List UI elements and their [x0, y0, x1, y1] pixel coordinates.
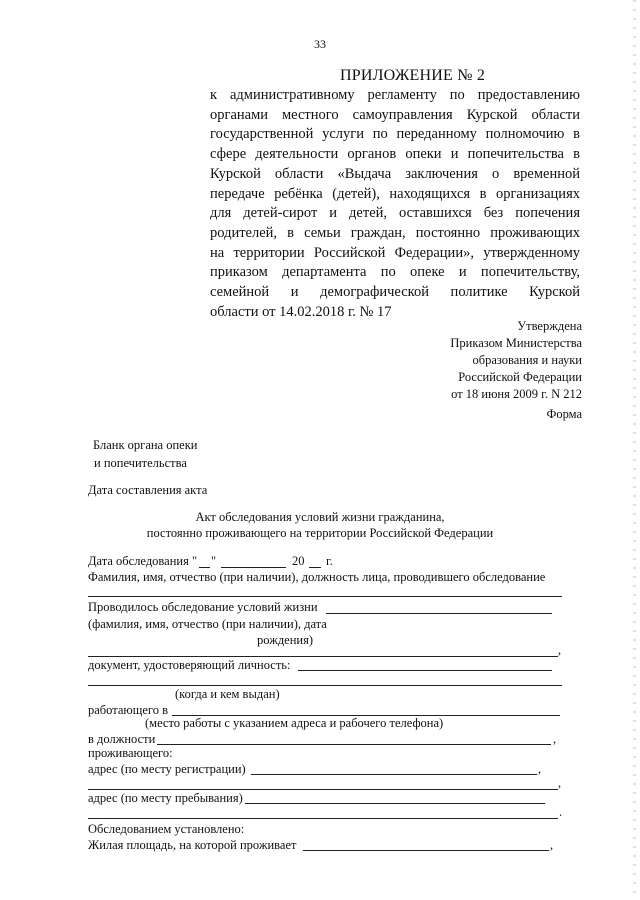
- workplace-hint: (место работы с указанием адреса и рабочего телефона): [145, 716, 444, 730]
- comma: ,: [538, 762, 542, 776]
- appendix-line: Курской области «Выдача заключения о временной: [210, 165, 580, 182]
- comma: ,: [550, 838, 554, 852]
- appendix-line: области от 14.02.2018 г. № 17: [210, 303, 392, 320]
- appendix-line: приказом департамента по опеке и попечительству,: [210, 264, 580, 281]
- registration-address-field[interactable]: [251, 774, 537, 775]
- approval-block: [450, 318, 582, 403]
- appendix-line: к административному регламенту по предоставлению: [210, 87, 580, 103]
- scan-edge-marks: [633, 0, 636, 900]
- survey-month-field[interactable]: [221, 567, 286, 568]
- appendix-line: на территории Российской Федерации», утвержденному: [210, 244, 580, 261]
- appendix-line: государственной услуги по переданному полномочию в: [210, 126, 580, 143]
- registration-address-label: адрес (по месту регистрации): [88, 762, 246, 776]
- stay-address-label: адрес (по месту пребывания): [88, 791, 243, 805]
- appendix-line: органами местного самоуправления Курской области: [210, 106, 580, 123]
- appendix-line: сфере деятельности органов опеки и попечительства в: [210, 146, 580, 163]
- act-title-line-1: Акт обследования условий жизни гражданина,: [195, 510, 445, 524]
- comma: ,: [558, 776, 562, 790]
- id-document-continued-field[interactable]: [88, 685, 562, 686]
- guardianship-stamp-area: [93, 436, 197, 472]
- established-label: Обследованием установлено:: [88, 822, 245, 836]
- act-title: [0, 509, 640, 541]
- stay-address-continued-field[interactable]: [88, 818, 558, 819]
- id-document-label: документ, удостоверяющий личность:: [88, 658, 291, 672]
- approval-line: от 18 июня 2009 г. N 212: [451, 387, 582, 401]
- act-title-line-2: постоянно проживающего на территории Российской Федерации: [146, 526, 494, 540]
- living-space-field[interactable]: [303, 850, 549, 851]
- living-space-label: Жилая площадь, на которой проживает: [88, 838, 297, 852]
- position-label: в должности: [88, 732, 156, 746]
- issued-by-hint: (когда и кем выдан): [175, 687, 280, 701]
- appendix-text: [210, 86, 580, 322]
- fio-dob-hint-1: (фамилия, имя, отчество (при наличии), дата: [88, 617, 327, 631]
- inspector-field[interactable]: [88, 596, 562, 597]
- appendix-title: ПРИЛОЖЕНИЕ № 2: [340, 67, 486, 84]
- survey-day-field[interactable]: [199, 567, 210, 568]
- comma: ,: [558, 643, 562, 657]
- survey-date-label: Дата обследования ": [88, 554, 198, 568]
- id-document-field[interactable]: [298, 670, 552, 671]
- approval-line: Приказом Министерства: [450, 336, 582, 350]
- page-number: 33: [314, 37, 326, 51]
- survey-year-prefix: 20: [292, 554, 305, 568]
- approval-line: образования и науки: [472, 353, 582, 367]
- conducted-label: Проводилось обследование условий жизни: [88, 600, 318, 614]
- fio-dob-hint-2: рождения): [257, 633, 314, 647]
- appendix-line: для детей-сирот и детей, оставшихся без попечения: [210, 205, 580, 222]
- appendix-line: передаче ребёнка (детей), находящихся в организациях: [210, 185, 580, 202]
- stamp-line-1: Бланк органа опеки: [93, 438, 198, 452]
- approval-line: Утверждена: [517, 319, 582, 333]
- surveyed-person-continued-field[interactable]: [88, 656, 558, 657]
- survey-year-field[interactable]: [309, 567, 321, 568]
- appendix-line: семейной и демографической политике Курской: [210, 284, 580, 301]
- form-label: Форма: [546, 407, 582, 421]
- approval-line: Российской Федерации: [458, 370, 582, 384]
- compilation-date-label: Дата составления акта: [88, 483, 208, 497]
- survey-date-suffix: г.: [326, 554, 333, 568]
- stamp-line-2: и попечительства: [94, 456, 187, 470]
- registration-address-continued-field[interactable]: [88, 789, 558, 790]
- surveyed-person-field[interactable]: [326, 613, 552, 614]
- period: .: [559, 805, 563, 819]
- stay-address-field[interactable]: [245, 803, 545, 804]
- inspector-label: Фамилия, имя, отчество (при наличии), должность лица, проводившего обследование: [88, 570, 546, 584]
- working-at-label: работающего в: [88, 703, 169, 717]
- residing-label: проживающего:: [88, 746, 173, 760]
- position-field[interactable]: [157, 744, 551, 745]
- comma: ,: [553, 732, 557, 746]
- survey-date-quote: ": [211, 554, 217, 568]
- appendix-line: родителей, в семьи граждан, постоянно проживающих: [210, 224, 580, 241]
